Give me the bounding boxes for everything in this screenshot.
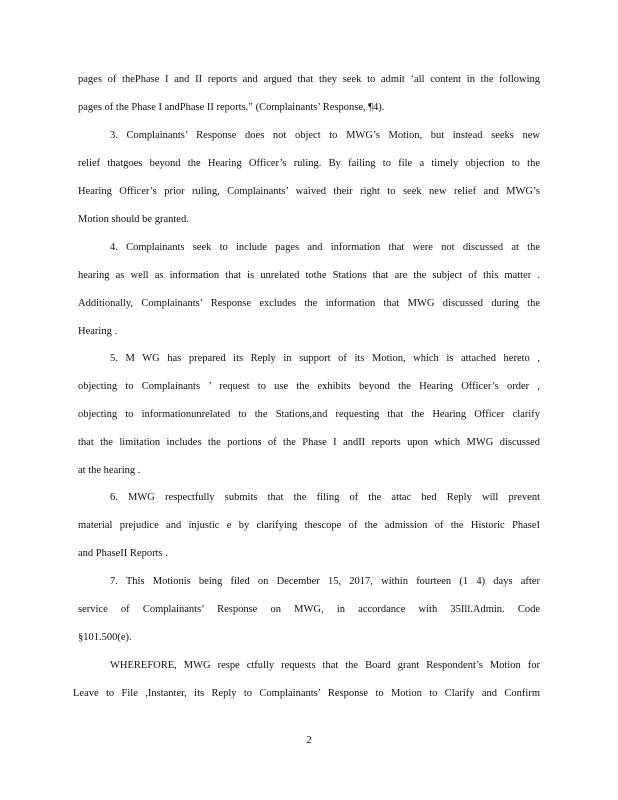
- text-line: Hearing .: [78, 326, 118, 337]
- text-line: Additionally, Complainants’ Response excludes the information that MWG discussed during the: [78, 298, 540, 309]
- text-line: Hearing Officer’s prior ruling, Complainants’ waived their right to seek new relief and MWG’s: [78, 186, 540, 197]
- paragraph-3-first-line: 3. Complainants’ Response does not object to MWG’s Motion, but instead seeks new: [110, 130, 540, 141]
- text-line: relief thatgoes beyond the Hearing Officer’s ruling. By failing to file a timely objection to the: [78, 158, 540, 169]
- paragraph-4-first-line: 4. Complainants seek to include pages and information that were not discussed at the: [110, 242, 540, 253]
- text-line: and PhaseII Reports .: [78, 548, 168, 559]
- paragraph-6-first-line: 6. MWG respectfully submits that the filing of the attac hed Reply will prevent: [110, 492, 540, 503]
- wherefore-first-line: WHEREFORE, MWG respe ctfully requests that the Board grant Respondent’s Motion for: [110, 660, 540, 671]
- text-line: pages of the Phase I andPhase II reports.” (Complainants’ Response, ¶4).: [78, 102, 385, 113]
- text-line: at the hearing .: [78, 465, 141, 476]
- text-line: Motion should be granted.: [78, 214, 189, 225]
- text-line: that the limitation includes the portions of the Phase I andII reports upon which MWG discussed: [78, 437, 540, 448]
- text-line: material prejudice and injustic e by clarifying thescope of the admission of the Historic PhaseI: [78, 520, 540, 531]
- text-line: §101.500(e).: [78, 632, 132, 643]
- text-line: objecting to Complainants ’ request to use the exhibits beyond the Hearing Officer’s order ,: [78, 381, 540, 392]
- text-line: objecting to informationunrelated to the Stations,and requesting that the Hearing Officer clarify: [78, 409, 540, 420]
- paragraph-5-first-line: 5. M WG has prepared its Reply in support of its Motion, which is attached hereto ,: [110, 353, 540, 364]
- paragraph-7-first-line: 7. This Motionis being filed on December 15, 2017, within fourteen (1 4) days after: [110, 576, 540, 587]
- text-line: service of Complainants’ Response on MWG, in accordance with 35Ill.Admin. Code: [78, 604, 540, 615]
- page-number: 2: [306, 734, 312, 746]
- text-line: pages of thePhase I and II reports and argued that they seek to admit ‘all content in the following: [78, 74, 540, 85]
- text-line: hearing as well as information that is unrelated tothe Stations that are the subject of this matter .: [78, 270, 540, 281]
- text-line: Leave to File ,Instanter, its Reply to Complainants’ Response to Motion to Clarify and Confirm: [73, 688, 540, 699]
